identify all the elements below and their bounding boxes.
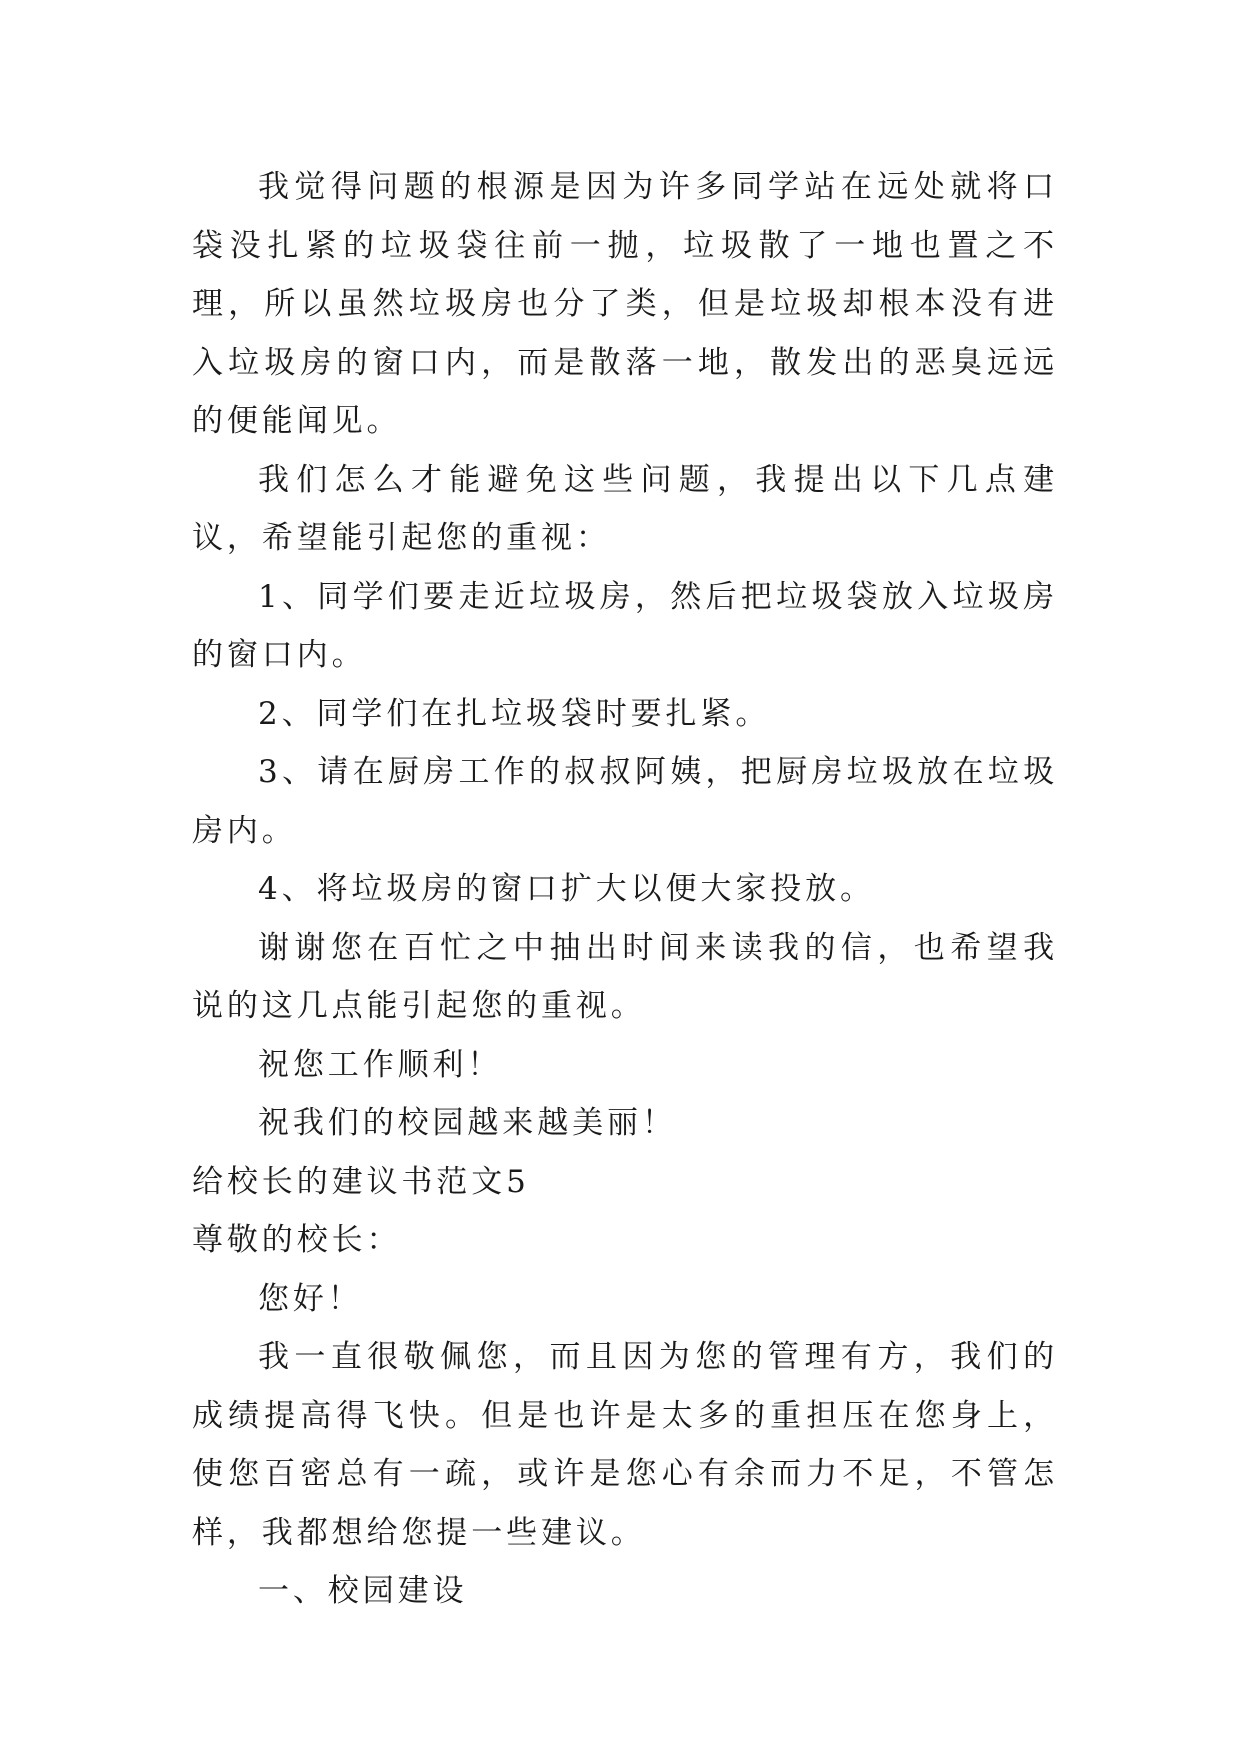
section-title-sample-5: 给校长的建议书范文5	[192, 1163, 530, 1200]
paragraph-thanks: 谢谢您在百忙之中抽出时间来读我的信，也希望我说的这几点能引起您的重视。	[192, 929, 1058, 1024]
closing-wish-work: 祝您工作顺利！	[258, 1046, 503, 1083]
suggestion-item-3: 3、请在厨房工作的叔叔阿姨，把厨房垃圾放在垃圾房内。	[192, 754, 1058, 849]
salutation: 尊敬的校长：	[192, 1222, 402, 1258]
paragraph-garbage-root-cause: 我觉得问题的根源是因为许多同学站在远处就将口袋没扎紧的垃圾袋往前一抛，垃圾散了一地也置之不理，所以虽然垃圾房也分了类，但是垃圾却根本没有进入垃圾房的窗口内，而是散落一地，散发出的恶臭远远的便能闻见。	[192, 169, 1058, 439]
closing-wish-campus: 祝我们的校园越来越美丽！	[258, 1105, 677, 1141]
document-body	[192, 158, 1058, 1621]
suggestion-item-1: 1、同学们要走近垃圾房，然后把垃圾袋放入垃圾房的窗口内。	[192, 578, 1058, 673]
paragraph-suggestions-intro: 我们怎么才能避免这些问题，我提出以下几点建议，希望能引起您的重视：	[192, 461, 1058, 556]
paragraph-admiration: 我一直很敬佩您，而且因为您的管理有方，我们的成绩提高得飞快。但是也许是太多的重担压在您身上，使您百密总有一疏，或许是您心有余而力不足，不管怎样，我都想给您提一些建议。	[192, 1339, 1058, 1551]
heading-campus-construction: 一、校园建设	[258, 1573, 468, 1609]
suggestion-item-2: 2、同学们在扎垃圾袋时要扎紧。	[258, 695, 771, 732]
suggestion-item-4: 4、将垃圾房的窗口扩大以便大家投放。	[258, 871, 875, 907]
greeting: 您好！	[258, 1280, 363, 1317]
